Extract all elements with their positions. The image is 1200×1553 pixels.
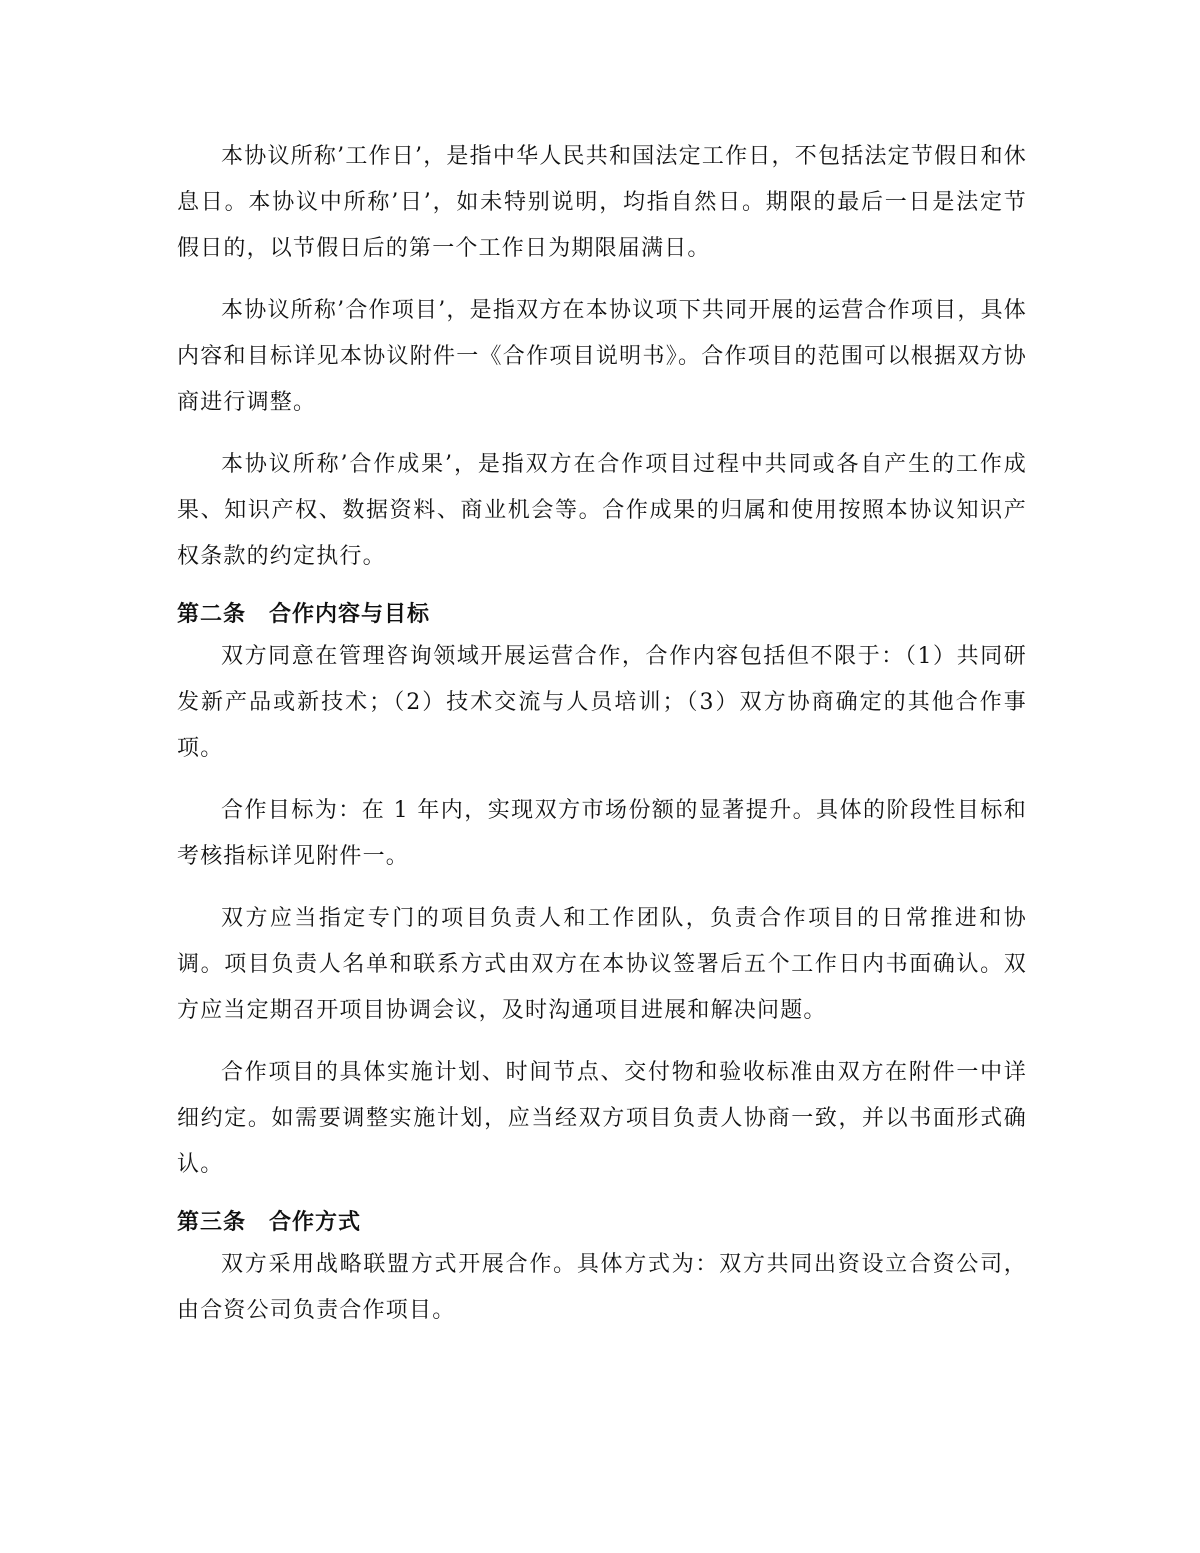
paragraph-cooperation-goal: 合作目标为：在 1 年内，实现双方市场份额的显著提升。具体的阶段性目标和考核指标详见附件一。 — [177, 798, 1027, 869]
document-body — [177, 134, 1027, 1350]
paragraph-workday-definition: 本协议所称’工作日’，是指中华人民共和国法定工作日，不包括法定节假日和休息日。本协议中所称’日’，如未特别说明，均指自然日。期限的最后一日是法定节假日的，以节假日后的第一个工作日为期限届满日。 — [177, 144, 1027, 261]
paragraph-results-definition: 本协议所称’合作成果’，是指双方在合作项目过程中共同或各自产生的工作成果、知识产权、数据资料、商业机会等。合作成果的归属和使用按照本协议知识产权条款的约定执行。 — [177, 452, 1027, 569]
section-heading-article-3: 第三条 合作方式 — [177, 1210, 362, 1235]
paragraph-project-team: 双方应当指定专门的项目负责人和工作团队，负责合作项目的日常推进和协调。项目负责人名单和联系方式由双方在本协议签署后五个工作日内书面确认。双方应当定期召开项目协调会议，及时沟通项目进展和解决问题。 — [177, 906, 1027, 1023]
paragraph-cooperation-content: 双方同意在管理咨询领域开展运营合作，合作内容包括但不限于：（1）共同研发新产品或新技术；（2）技术交流与人员培训；（3）双方协商确定的其他合作事项。 — [177, 644, 1027, 761]
paragraph-implementation-plan: 合作项目的具体实施计划、时间节点、交付物和验收标准由双方在附件一中详细约定。如需要调整实施计划，应当经双方项目负责人协商一致，并以书面形式确认。 — [177, 1060, 1027, 1177]
section-heading-article-2: 第二条 合作内容与目标 — [177, 602, 431, 627]
paragraph-cooperation-method: 双方采用战略联盟方式开展合作。具体方式为：双方共同出资设立合资公司，由合资公司负责合作项目。 — [177, 1252, 1027, 1323]
paragraph-project-definition: 本协议所称’合作项目’，是指双方在本协议项下共同开展的运营合作项目，具体内容和目标详见本协议附件一《合作项目说明书》。合作项目的范围可以根据双方协商进行调整。 — [177, 298, 1027, 415]
